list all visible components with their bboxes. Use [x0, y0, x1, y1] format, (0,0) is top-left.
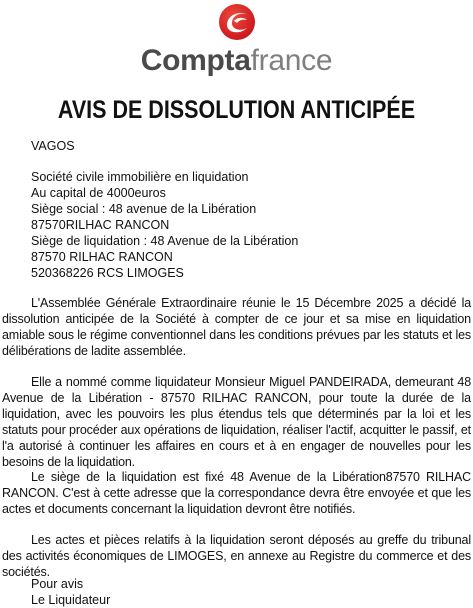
company-name: VAGOS — [31, 139, 75, 153]
company-info-line: Siège social : 48 avenue de la Libération — [31, 202, 257, 216]
paragraph-dissolution: L'Assemblée Générale Extraordinaire réunie le 15 Décembre 2025 a décidé la dissolution anticipée de la Société à compter de ce jour et sa mise en liquidation amiable sous le régime conventionnel dans les conditions prévues par les statuts et les délibérations de ladite assemblée. — [2, 296, 471, 358]
company-info-line: Siège de liquidation : 48 Avenue de la Libération — [31, 234, 299, 248]
brand-name-light: france — [250, 44, 333, 77]
paragraph-liquidation-seat: Le siège de la liquidation est fixé 48 Avenue de la Libération87570 RILHAC RANCON. C'est à cette adresse que la correspondance devra être envoyée et que les actes et documents concernant la liquidation devront être notifiés. — [2, 470, 471, 516]
brand-logo-text — [0, 44, 473, 78]
brand-name-bold: Compta — [140, 44, 251, 77]
compta-swirl-logo-icon — [213, 2, 261, 42]
closing-for-notice: Pour avis — [31, 577, 84, 591]
paragraph-liquidator: Elle a nommé comme liquidateur Monsieur Miguel PANDEIRADA, demeurant 48 Avenue de la Libération - 87570 RILHAC RANCON, pour toute la durée de la liquidation, avec les pouvoirs les plus étendus tels que déterminés par la loi et les statuts pour procéder aux opérations de liquidation, réaliser l'actif, acquitter le passif, et l'a autorisé à continuer les affaires en cours et à en engager de nouvelles pour les besoins de la liquidation. — [2, 375, 471, 469]
closing-signatory: Le Liquidateur — [31, 593, 111, 607]
notice-title: AVIS DE DISSOLUTION ANTICIPÉE — [57, 96, 416, 124]
company-info-line: 87570 RILHAC RANCON — [31, 250, 173, 264]
company-info-line: Au capital de 4000euros — [31, 186, 166, 200]
company-info-line: Société civile immobilière en liquidation — [31, 170, 249, 184]
company-info-line: 520368226 RCS LIMOGES — [31, 266, 184, 280]
paragraph-deposit: Les actes et pièces relatifs à la liquidation seront déposés au greffe du tribunal des activités économiques de LIMOGES, en annexe au Registre du commerce et des sociétés. — [2, 533, 471, 579]
company-info-line: 87570RILHAC RANCON — [31, 218, 170, 232]
